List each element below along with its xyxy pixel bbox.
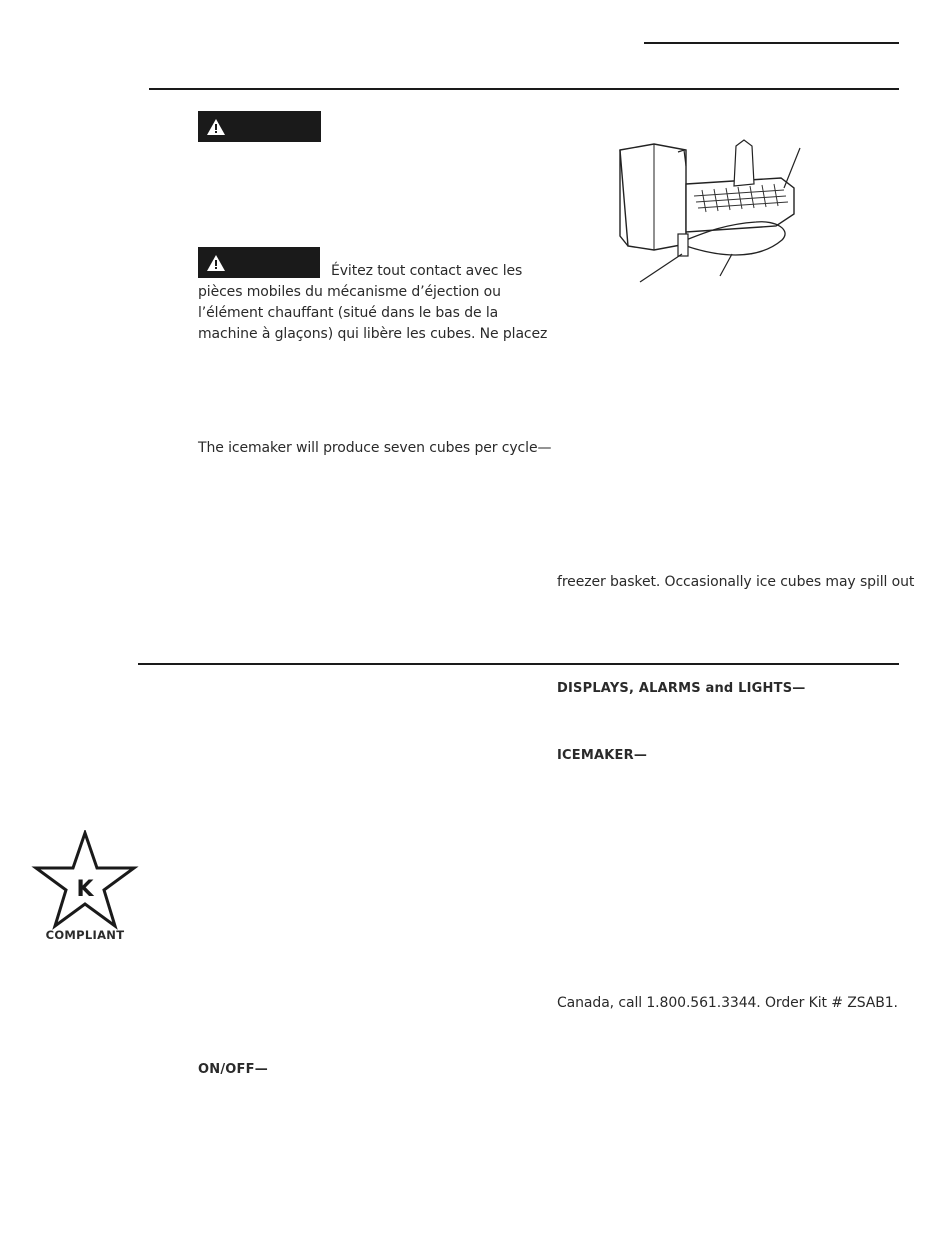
icemaker-illustration (606, 136, 806, 286)
freezer-basket-text: freezer basket. Occasionally ice cubes may spill out (557, 574, 915, 590)
compliant-label: COMPLIANT (45, 928, 125, 942)
french-warning-line-2: pièces mobiles du mécanisme d’éjection ou (198, 284, 501, 300)
warning-triangle-icon (206, 254, 226, 272)
icemaker-heading: ICEMAKER— (557, 748, 648, 763)
icemaker-cycle-text: The icemaker will produce seven cubes per cycle— (198, 440, 552, 456)
on-off-heading: ON/OFF— (198, 1062, 268, 1077)
section-rule-middle (138, 663, 899, 665)
star-icon (30, 830, 140, 930)
french-warning-line-1: Évitez tout contact avec les (331, 263, 523, 279)
star-letter: K (76, 877, 94, 902)
canada-order-text: Canada, call 1.800.561.3344. Order Kit # ZSAB1. (557, 995, 898, 1011)
warning-badge-2 (198, 247, 320, 278)
french-warning-line-4: machine à glaçons) qui libère les cubes. Ne placez (198, 326, 548, 342)
french-warning-line-3: l’élément chauffant (situé dans le bas de la (198, 305, 499, 321)
header-rule-short (644, 42, 899, 44)
star-k-compliant-logo (30, 830, 140, 945)
warning-triangle-icon (206, 118, 226, 136)
warning-badge-1 (198, 111, 321, 142)
section-rule-top (149, 88, 899, 90)
displays-alarms-lights-heading: DISPLAYS, ALARMS and LIGHTS— (557, 681, 806, 696)
